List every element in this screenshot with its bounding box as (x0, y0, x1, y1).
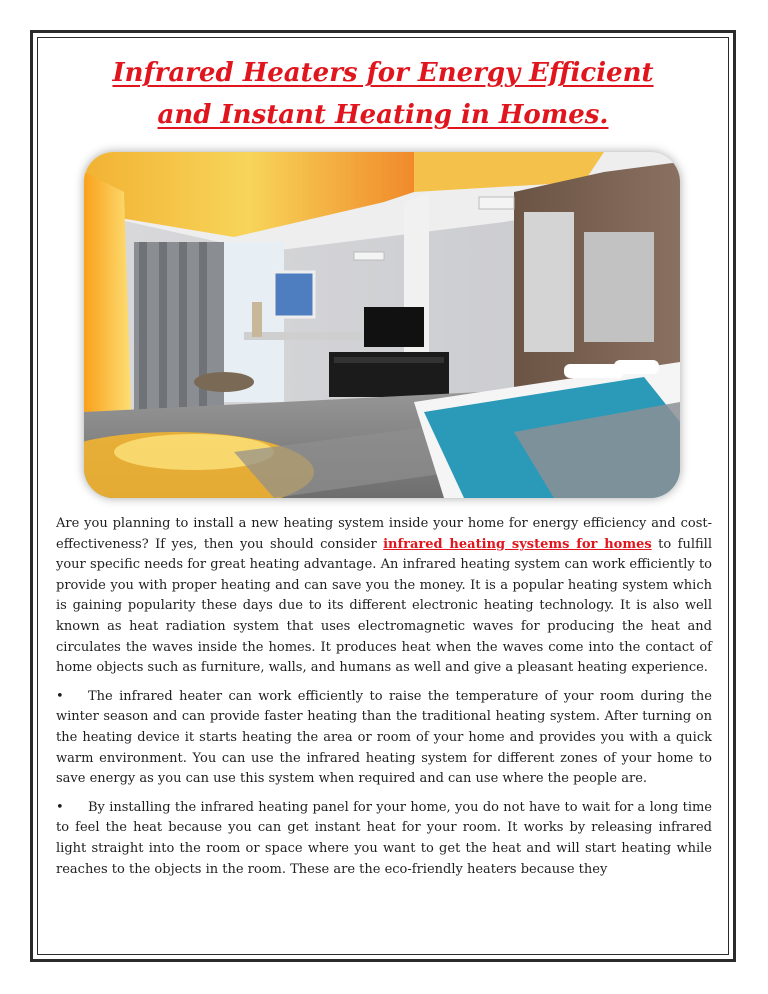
infrared-heating-link[interactable]: infrared heating systems for homes (383, 536, 652, 552)
bullet-item-2 (56, 798, 712, 880)
bullet-text-1: The infrared heater can work efficiently to raise the temperature of your room during the winter season and can provide faster heating than the traditional heating system. After turning on the heating device it starts heating the area or room of your home and provides you with a quick warm environment. You can use the infrared heating system for different zones of your home to save energy as you can use this system when required and can use where the people are. (56, 688, 712, 787)
intro-text-2: to fulfill your specific needs for great heating advantage. An infrared heating system can work efficiently to provide you with proper heating and can save you the money. It is a popular heating system which is gaining popularity these days due to its different electronic heating technology. It is also well known as heat radiation system that uses electromagnetic waves for producing the heat and circulates the waves inside the homes. It produces heat when the waves come into the contact of home objects such as furniture, walls, and humans as well and give a pleasant heating experience. (56, 536, 712, 676)
article-body (56, 514, 712, 888)
intro-paragraph (56, 514, 712, 679)
page-title-line-2: and Instant Heating in Homes. (157, 100, 609, 130)
intro-text-1: Are you planning to install a new heating system inside your home for energy efficiency and cost-effectiveness? If yes, then you should consider (56, 516, 712, 552)
page-title-line-1: Infrared Heaters for Energy Efficient (112, 58, 654, 88)
page-title (60, 52, 706, 136)
bullet-item-1 (56, 687, 712, 790)
bullet-icon: • (56, 799, 64, 815)
bullet-icon: • (56, 688, 64, 704)
bullet-text-2: By installing the infrared heating panel for your home, you do not have to wait for a long time to feel the heat because you can get instant heat for your room. It works by releasing infrared light straight into the room or space where you want to get the heat and will start heating while reaches to the objects in the room. These are the eco-friendly heaters because they (56, 799, 712, 877)
room-photo (84, 152, 680, 498)
